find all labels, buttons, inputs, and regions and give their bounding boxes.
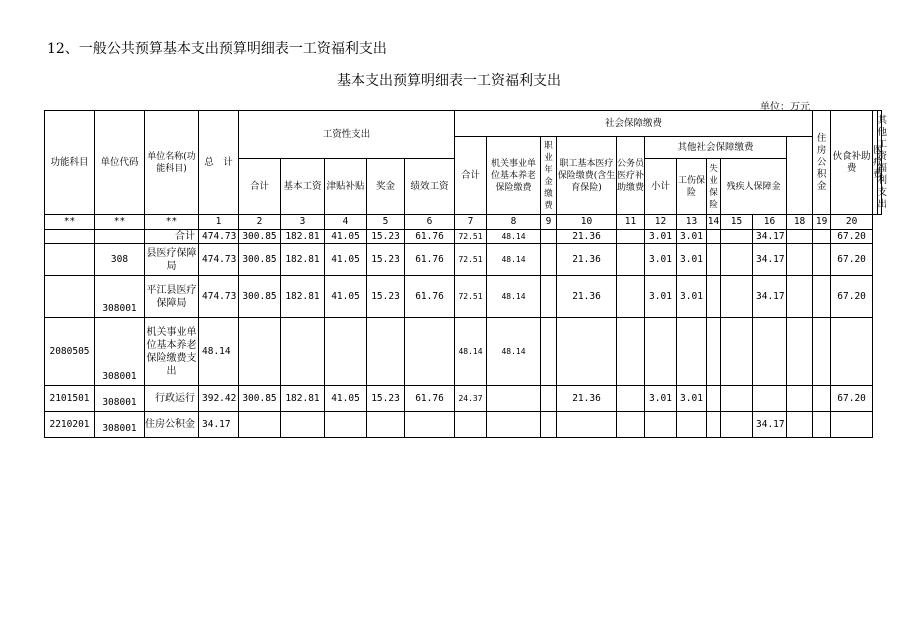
cell-value (831, 318, 873, 386)
cell-value: 3.01 (645, 276, 677, 318)
header-unit-name: 单位名称(功能科目) (145, 111, 199, 215)
cell-value (281, 318, 325, 386)
cell-value: 41.05 (325, 386, 367, 412)
cell-value (787, 386, 813, 412)
index-cell: ** (45, 215, 95, 230)
cell-value (541, 386, 557, 412)
cell-value: 3.01 (677, 276, 707, 318)
cell-value (281, 412, 325, 438)
header-other-subtotal: 小计 (645, 159, 677, 215)
table-row (45, 276, 882, 318)
cell-value (367, 318, 405, 386)
cell-value (239, 318, 281, 386)
cell-value: 67.20 (831, 230, 873, 244)
table-title: 基本支出预算明细表一工资福利支出 (337, 73, 561, 89)
cell-value (487, 386, 541, 412)
cell-unit-name: 县医疗保障局 (145, 244, 199, 276)
index-cell: 5 (367, 215, 405, 230)
cell-value (405, 318, 455, 386)
index-cell: 8 (487, 215, 541, 230)
cell-value (617, 412, 645, 438)
cell-func-subject: 2080505 (45, 318, 95, 386)
cell-value (787, 276, 813, 318)
cell-value: 3.01 (677, 230, 707, 244)
cell-value (239, 412, 281, 438)
cell-value: 182.81 (281, 386, 325, 412)
cell-value: 21.36 (557, 244, 617, 276)
cell-value: 474.73 (199, 276, 239, 318)
cell-unit-name: 行政运行 (145, 386, 199, 412)
cell-unit-name: 合计 (145, 230, 199, 244)
cell-value: 300.85 (239, 244, 281, 276)
cell-value (541, 230, 557, 244)
cell-value (325, 412, 367, 438)
cell-value (753, 386, 787, 412)
cell-value (813, 386, 831, 412)
header-pension: 机关事业单位基本养老保险缴费 (487, 137, 541, 215)
header-basic-wage: 基本工资 (281, 159, 325, 215)
header-disability: 残疾人保障金 (721, 159, 787, 215)
cell-value: 21.36 (557, 386, 617, 412)
index-cell: 7 (455, 215, 487, 230)
cell-func-subject (45, 276, 95, 318)
index-cell: 6 (405, 215, 455, 230)
header-injury: 工伤保险 (677, 159, 707, 215)
cell-value: 72.51 (455, 230, 487, 244)
index-cell: 13 (677, 215, 707, 230)
cell-unit-code: 308001 (95, 386, 145, 412)
cell-value (541, 276, 557, 318)
cell-value (813, 412, 831, 438)
cell-value: 21.36 (557, 276, 617, 318)
cell-value: 48.14 (199, 318, 239, 386)
index-cell: 15 (721, 215, 753, 230)
cell-value (677, 318, 707, 386)
cell-value: 48.14 (487, 318, 541, 386)
index-cell: 2 (239, 215, 281, 230)
cell-value (707, 386, 721, 412)
cell-value (455, 412, 487, 438)
cell-value: 61.76 (405, 276, 455, 318)
cell-value: 300.85 (239, 276, 281, 318)
index-cell: 18 (787, 215, 813, 230)
cell-value: 34.17 (753, 412, 787, 438)
index-cell: 11 (617, 215, 645, 230)
header-social-subtotal: 合计 (455, 137, 487, 215)
cell-value (617, 318, 645, 386)
cell-value (831, 412, 873, 438)
cell-value: 15.23 (367, 230, 405, 244)
header-other-wage: 其他工资福利支出 (877, 111, 881, 215)
cell-value (405, 412, 455, 438)
cell-value (813, 276, 831, 318)
cell-value: 182.81 (281, 244, 325, 276)
cell-value: 48.14 (455, 318, 487, 386)
cell-value: 392.42 (199, 386, 239, 412)
header-medical-fee: 医疗费 (873, 111, 877, 215)
cell-value: 48.14 (487, 276, 541, 318)
cell-value (645, 412, 677, 438)
cell-value (813, 318, 831, 386)
cell-value: 474.73 (199, 230, 239, 244)
cell-value: 300.85 (239, 230, 281, 244)
unit-label: 单位：万元 (760, 102, 810, 113)
cell-value (617, 276, 645, 318)
cell-value (721, 386, 753, 412)
cell-value: 48.14 (487, 230, 541, 244)
index-row (45, 215, 882, 230)
index-cell: 14 (707, 215, 721, 230)
cell-value: 67.20 (831, 386, 873, 412)
header-civil-medical: 公务员医疗补助缴费 (617, 137, 645, 215)
cell-value: 24.37 (455, 386, 487, 412)
cell-value (787, 318, 813, 386)
cell-value: 34.17 (753, 276, 787, 318)
header-medical: 职工基本医疗保险缴费(含生育保险) (557, 137, 617, 215)
cell-value (487, 412, 541, 438)
index-cell: 1 (199, 215, 239, 230)
cell-func-subject: 2210201 (45, 412, 95, 438)
header-social-group: 社会保障缴费 (455, 111, 813, 137)
table-row (45, 244, 882, 276)
table-row (45, 318, 882, 386)
cell-value (707, 230, 721, 244)
index-cell: 20 (831, 215, 873, 230)
header-total: 总 计 (199, 111, 239, 215)
cell-value: 34.17 (199, 412, 239, 438)
cell-value (721, 230, 753, 244)
cell-value: 72.51 (455, 276, 487, 318)
cell-unit-code (95, 230, 145, 244)
cell-value: 21.36 (557, 230, 617, 244)
cell-value: 15.23 (367, 276, 405, 318)
index-cell: 16 (753, 215, 787, 230)
header-allowance: 津贴补贴 (325, 159, 367, 215)
cell-value (557, 412, 617, 438)
cell-value (721, 318, 753, 386)
index-cell: ** (95, 215, 145, 230)
cell-value (787, 230, 813, 244)
header-unemployment: 失业保险 (707, 159, 721, 215)
cell-value (617, 244, 645, 276)
header-wage-group: 工资性支出 (239, 111, 455, 159)
cell-value (813, 230, 831, 244)
header-meal: 伙食补助费 (831, 111, 873, 215)
cell-value: 67.20 (831, 244, 873, 276)
cell-func-subject: 2101501 (45, 386, 95, 412)
cell-value (721, 244, 753, 276)
index-cell: 9 (541, 215, 557, 230)
header-unit-code: 单位代码 (95, 111, 145, 215)
cell-value (721, 412, 753, 438)
cell-value: 3.01 (645, 386, 677, 412)
cell-value (787, 244, 813, 276)
cell-value: 61.76 (405, 244, 455, 276)
cell-value: 41.05 (325, 230, 367, 244)
cell-unit-code: 308001 (95, 412, 145, 438)
header-wage-subtotal: 合计 (239, 159, 281, 215)
cell-value: 48.14 (487, 244, 541, 276)
cell-value: 34.17 (753, 244, 787, 276)
cell-unit-name: 机关事业单位基本养老保险缴费支出 (145, 318, 199, 386)
index-cell: 12 (645, 215, 677, 230)
cell-value (753, 318, 787, 386)
header-func-subject: 功能科目 (45, 111, 95, 215)
cell-unit-name: 平江县医疗保障局 (145, 276, 199, 318)
cell-value: 182.81 (281, 276, 325, 318)
index-cell: 3 (281, 215, 325, 230)
cell-value: 41.05 (325, 276, 367, 318)
cell-value (541, 412, 557, 438)
header-performance: 绩效工资 (405, 159, 455, 215)
cell-value (787, 412, 813, 438)
header-housing: 住房公积金 (813, 111, 831, 215)
cell-value (707, 412, 721, 438)
cell-value: 61.76 (405, 386, 455, 412)
table-row (45, 230, 882, 244)
index-cell: ** (145, 215, 199, 230)
table-row (45, 386, 882, 412)
cell-value (677, 412, 707, 438)
cell-unit-code: 308 (95, 244, 145, 276)
table-row (45, 412, 882, 438)
cell-value (541, 244, 557, 276)
cell-value (721, 276, 753, 318)
cell-value (707, 276, 721, 318)
cell-value (557, 318, 617, 386)
cell-value: 15.23 (367, 244, 405, 276)
cell-func-subject (45, 244, 95, 276)
section-heading: 12、一般公共预算基本支出预算明细表一工资福利支出 (47, 41, 387, 57)
index-cell: 19 (813, 215, 831, 230)
cell-value (645, 318, 677, 386)
cell-value (617, 386, 645, 412)
cell-value: 15.23 (367, 386, 405, 412)
cell-unit-code: 308001 (95, 276, 145, 318)
cell-value: 300.85 (239, 386, 281, 412)
cell-value (813, 244, 831, 276)
cell-func-subject (45, 230, 95, 244)
cell-value (707, 318, 721, 386)
cell-value: 67.20 (831, 276, 873, 318)
cell-value: 182.81 (281, 230, 325, 244)
cell-unit-name: 住房公积金 (145, 412, 199, 438)
cell-value: 3.01 (645, 244, 677, 276)
cell-value: 3.01 (645, 230, 677, 244)
cell-value (541, 318, 557, 386)
cell-unit-code: 308001 (95, 318, 145, 386)
cell-value: 61.76 (405, 230, 455, 244)
header-other-social-group: 其他社会保障缴费 (645, 137, 787, 159)
budget-table (44, 110, 888, 438)
cell-value: 474.73 (199, 244, 239, 276)
cell-value: 34.17 (753, 230, 787, 244)
cell-value: 3.01 (677, 244, 707, 276)
cell-value (707, 244, 721, 276)
header-bonus: 奖金 (367, 159, 405, 215)
cell-value: 72.51 (455, 244, 487, 276)
cell-value (617, 230, 645, 244)
index-cell: 10 (557, 215, 617, 230)
cell-value: 3.01 (677, 386, 707, 412)
cell-value (325, 318, 367, 386)
header-annuity: 职业年金缴费 (541, 137, 557, 215)
index-cell: 4 (325, 215, 367, 230)
cell-value (367, 412, 405, 438)
cell-value: 41.05 (325, 244, 367, 276)
